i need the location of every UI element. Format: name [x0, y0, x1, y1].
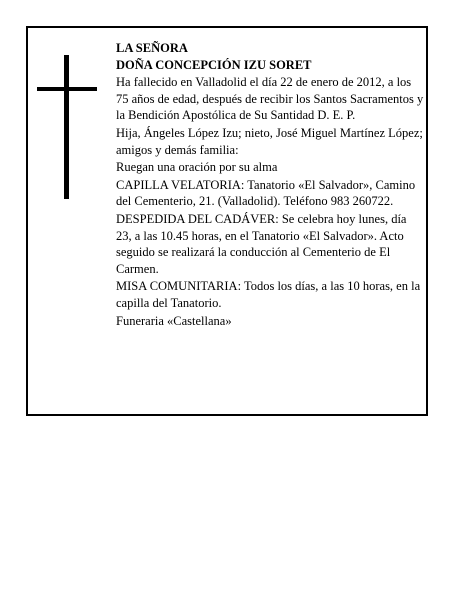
cross-horizontal-bar [37, 87, 97, 91]
latin-cross-icon [37, 55, 99, 199]
heading-title: LA SEÑORA [116, 41, 188, 55]
funeral-home-name: Funeraria «Castellana» [116, 313, 232, 328]
family-members: Hija, Ángeles López Izu; nieto, José Miguel Martínez López; amigos y demás familia: [116, 125, 423, 157]
wake-chapel-info: CAPILLA VELATORIA: Tanatorio «El Salvador», Camino del Cementerio, 21. (Valladolid). Teléfono 983 260722. [116, 177, 416, 209]
prayer-request: Ruegan una oración por su alma [116, 160, 278, 175]
farewell-ceremony-info: DESPEDIDA DEL CADÁVER: Se celebra hoy lunes, día 23, a las 10.45 horas, en el Tanatorio «El Salvador». Acto seguido se realizará la conducción al Cementerio de El Carmen. [116, 211, 407, 276]
obituary-text [116, 40, 424, 329]
cross-vertical-bar [64, 55, 69, 199]
community-mass-info: MISA COMUNITARIA: Todos los días, a las 10 horas, en la capilla del Tanatorio. [116, 279, 421, 310]
obituary-notice [26, 26, 428, 416]
deceased-name: DOÑA CONCEPCIÓN IZU SORET [116, 57, 312, 72]
death-announcement: Ha fallecido en Valladolid el día 22 de enero de 2012, a los 75 años de edad, después de recibir los Santos Sacramentos y la Bendición Apostólica de Su Santidad D. E. P. [116, 75, 424, 123]
